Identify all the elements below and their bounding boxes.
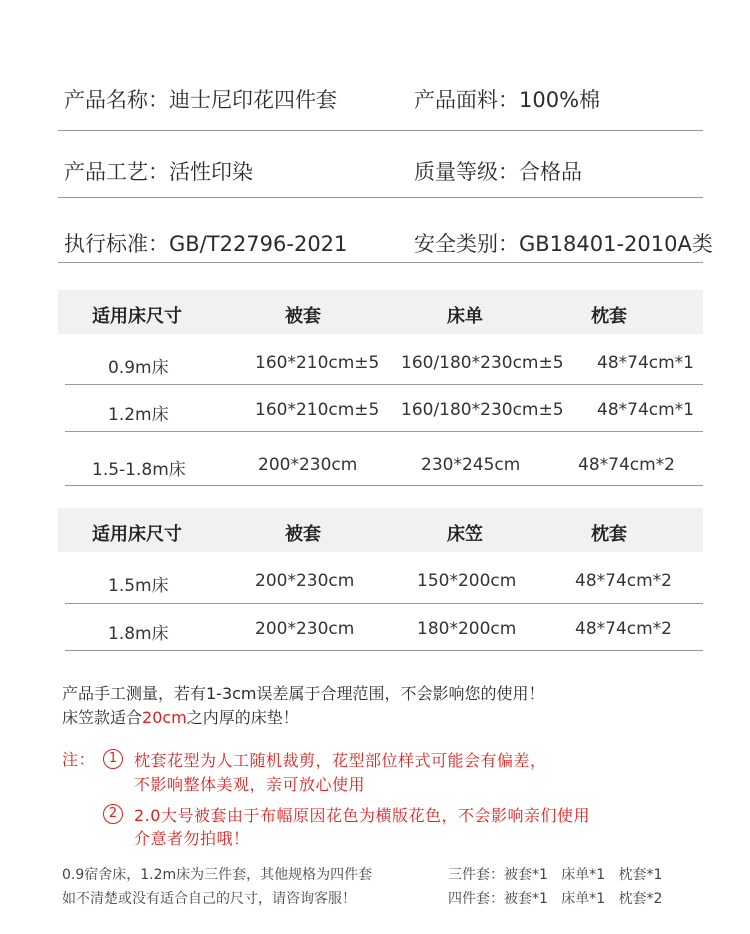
measurement-note: 产品手工测量，若有1-3cm误差属于合理范围，不会影响您的使用！	[62, 684, 545, 703]
table1-header-sheet: 床单	[447, 306, 483, 327]
table-cell: 0.9m床	[108, 358, 169, 378]
table2-header-size: 适用床尺寸	[92, 524, 182, 545]
spec-grade: 质量等级：合格品	[414, 160, 582, 184]
table-cell: 48*74cm*2	[575, 571, 672, 591]
table-cell: 160*210cm±5	[255, 400, 380, 420]
row-divider	[65, 485, 703, 486]
note-2-line-1: 2.0大号被套由于布幅原因花色为横版花色，不会影响亲们使用	[134, 806, 590, 825]
table-cell: 150*200cm	[417, 571, 517, 591]
table-cell: 1.5m床	[108, 576, 169, 596]
table-cell: 48*74cm*1	[597, 353, 694, 373]
table-cell: 180*200cm	[417, 619, 517, 639]
table-cell: 230*245cm	[421, 455, 521, 475]
footer-three-piece: 三件套：被套*1 床单*1 枕套*1	[448, 867, 663, 883]
table-cell: 160/180*230cm±5	[401, 353, 564, 373]
note-2-line-2: 介意者勿拍哦！	[134, 829, 250, 848]
footer-contact-info: 如不清楚或没有适合自己的尺寸，请咨询客服！	[62, 891, 356, 907]
row-divider	[65, 384, 703, 385]
note-1-line-2: 不影响整体美观，亲可放心使用	[134, 775, 366, 794]
spec-safety: 安全类别：GB18401-2010A类	[414, 232, 713, 256]
table-cell: 200*230cm	[255, 571, 355, 591]
table-cell: 160*210cm±5	[255, 353, 380, 373]
row-divider	[65, 650, 703, 651]
table2-header-duvet: 被套	[285, 524, 321, 545]
divider	[58, 130, 703, 131]
table-cell: 200*230cm	[255, 619, 355, 639]
table1-header-duvet: 被套	[285, 306, 321, 327]
table-cell: 160/180*230cm±5	[401, 400, 564, 420]
row-divider	[65, 603, 703, 604]
divider	[58, 262, 703, 263]
note-1-line-1: 枕套花型为人工随机裁剪，花型部位样式可能会有偏差，	[134, 751, 547, 770]
spec-product-name: 产品名称：迪士尼印花四件套	[64, 88, 337, 112]
table1-header-pillow: 枕套	[591, 306, 627, 327]
spec-fabric: 产品面料：100%棉	[414, 88, 601, 112]
divider	[58, 197, 703, 198]
table-cell: 1.2m床	[108, 405, 169, 425]
highlight-thickness: 20cm	[142, 708, 187, 727]
notes-label: 注：	[62, 750, 96, 769]
fitted-sheet-note: 床笠款适合20cm之内厚的床垫！	[62, 708, 299, 727]
number-one-icon: 1	[103, 749, 123, 769]
table-cell: 1.5-1.8m床	[92, 460, 186, 480]
table2-header-pillow: 枕套	[591, 524, 627, 545]
table-cell: 1.8m床	[108, 624, 169, 644]
spec-standard: 执行标准：GB/T22796-2021	[64, 232, 348, 256]
spec-craft: 产品工艺：活性印染	[64, 160, 253, 184]
number-two-icon: 2	[103, 804, 123, 824]
table-cell: 48*74cm*2	[578, 455, 675, 475]
footer-four-piece: 四件套：被套*1 床单*1 枕套*2	[448, 891, 663, 907]
footer-set-info: 0.9宿舍床，1.2m床为三件套，其他规格为四件套	[62, 867, 373, 883]
table1-header-size: 适用床尺寸	[92, 306, 182, 327]
table2-header-fitted-sheet: 床笠	[447, 524, 483, 545]
table-cell: 48*74cm*1	[597, 400, 694, 420]
row-divider	[65, 431, 703, 432]
table-cell: 200*230cm	[258, 455, 358, 475]
table-cell: 48*74cm*2	[575, 619, 672, 639]
